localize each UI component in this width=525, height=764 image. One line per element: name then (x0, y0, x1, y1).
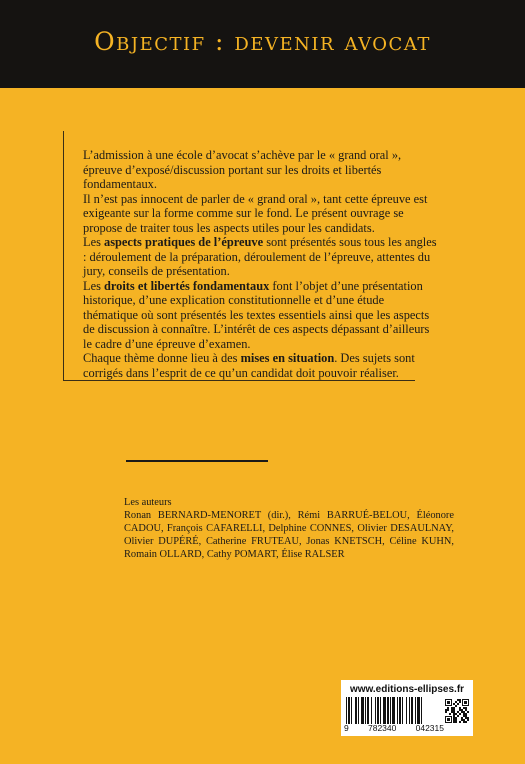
publisher-website: www.editions-ellipses.fr (349, 684, 465, 695)
isbn-barcode (344, 697, 442, 724)
book-title: Objectif : devenir avocat (94, 26, 431, 56)
qr-code (445, 699, 469, 723)
isbn-part: 9 (344, 723, 349, 733)
highlight-text: aspects pratiques de l’épreuve (104, 235, 264, 249)
authors-heading: Les auteurs (124, 497, 172, 508)
authors-list: Ronan BERNARD-MENORET (dir.), Rémi BARRUÉ-BELOU, Éléonore CADOU, François CAFARELLI, Delphine CONNES, Olivier DESAULNAY, Olivier DUPÉRÉ, Catherine FRUTEAU, Jonas KNETSCH, Céline KUHN, Romain OLLARD, Cathy POMART, Élise RALSER (124, 509, 454, 560)
highlight-text: mises en situation (240, 351, 335, 365)
highlight-text: droits et libertés fondamentaux (104, 278, 270, 293)
barcode-panel (341, 680, 473, 736)
section-divider (126, 460, 268, 462)
description-paragraph: Chaque thème donne lieu à des mises en situation. Des sujets sont corrigés dans l’esprit de ce qu’un candidat doit pouvoir réaliser. (83, 351, 415, 380)
authors-section (124, 497, 454, 562)
description-paragraph: Les droits et libertés fondamentaux font l’objet d’une présentation historique, d’une explication constitutionnelle et d’une étude thématique où sont présentés les textes essentiels ainsi que les aspects de discussion à connaître. L’intérêt de ces aspects dépassant d’ailleurs le cadre d’une épreuve d’examen. (83, 278, 430, 351)
description-paragraph: L’admission à une école d’avocat s’achève par le « grand oral », épreuve d’exposé/discussion portant sur les droits et libertés fondamentaux. (83, 148, 402, 191)
title-banner (0, 0, 525, 88)
book-description (83, 148, 441, 380)
description-paragraph: Les aspects pratiques de l’épreuve sont présentés sous tous les angles : déroulement de la préparation, déroulement de l’épreuve, attentes du jury, conseils de présentation. (83, 235, 437, 278)
isbn-number (344, 724, 444, 733)
description-paragraph: Il n’est pas innocent de parler de « grand oral », tant cette épreuve est exigeante sur la forme comme sur le fond. Le présent ouvrage se propose de traiter tous les aspects utiles pour les candidats. (83, 191, 428, 235)
isbn-part: 042315 (415, 723, 444, 733)
isbn-part: 782340 (367, 723, 397, 733)
